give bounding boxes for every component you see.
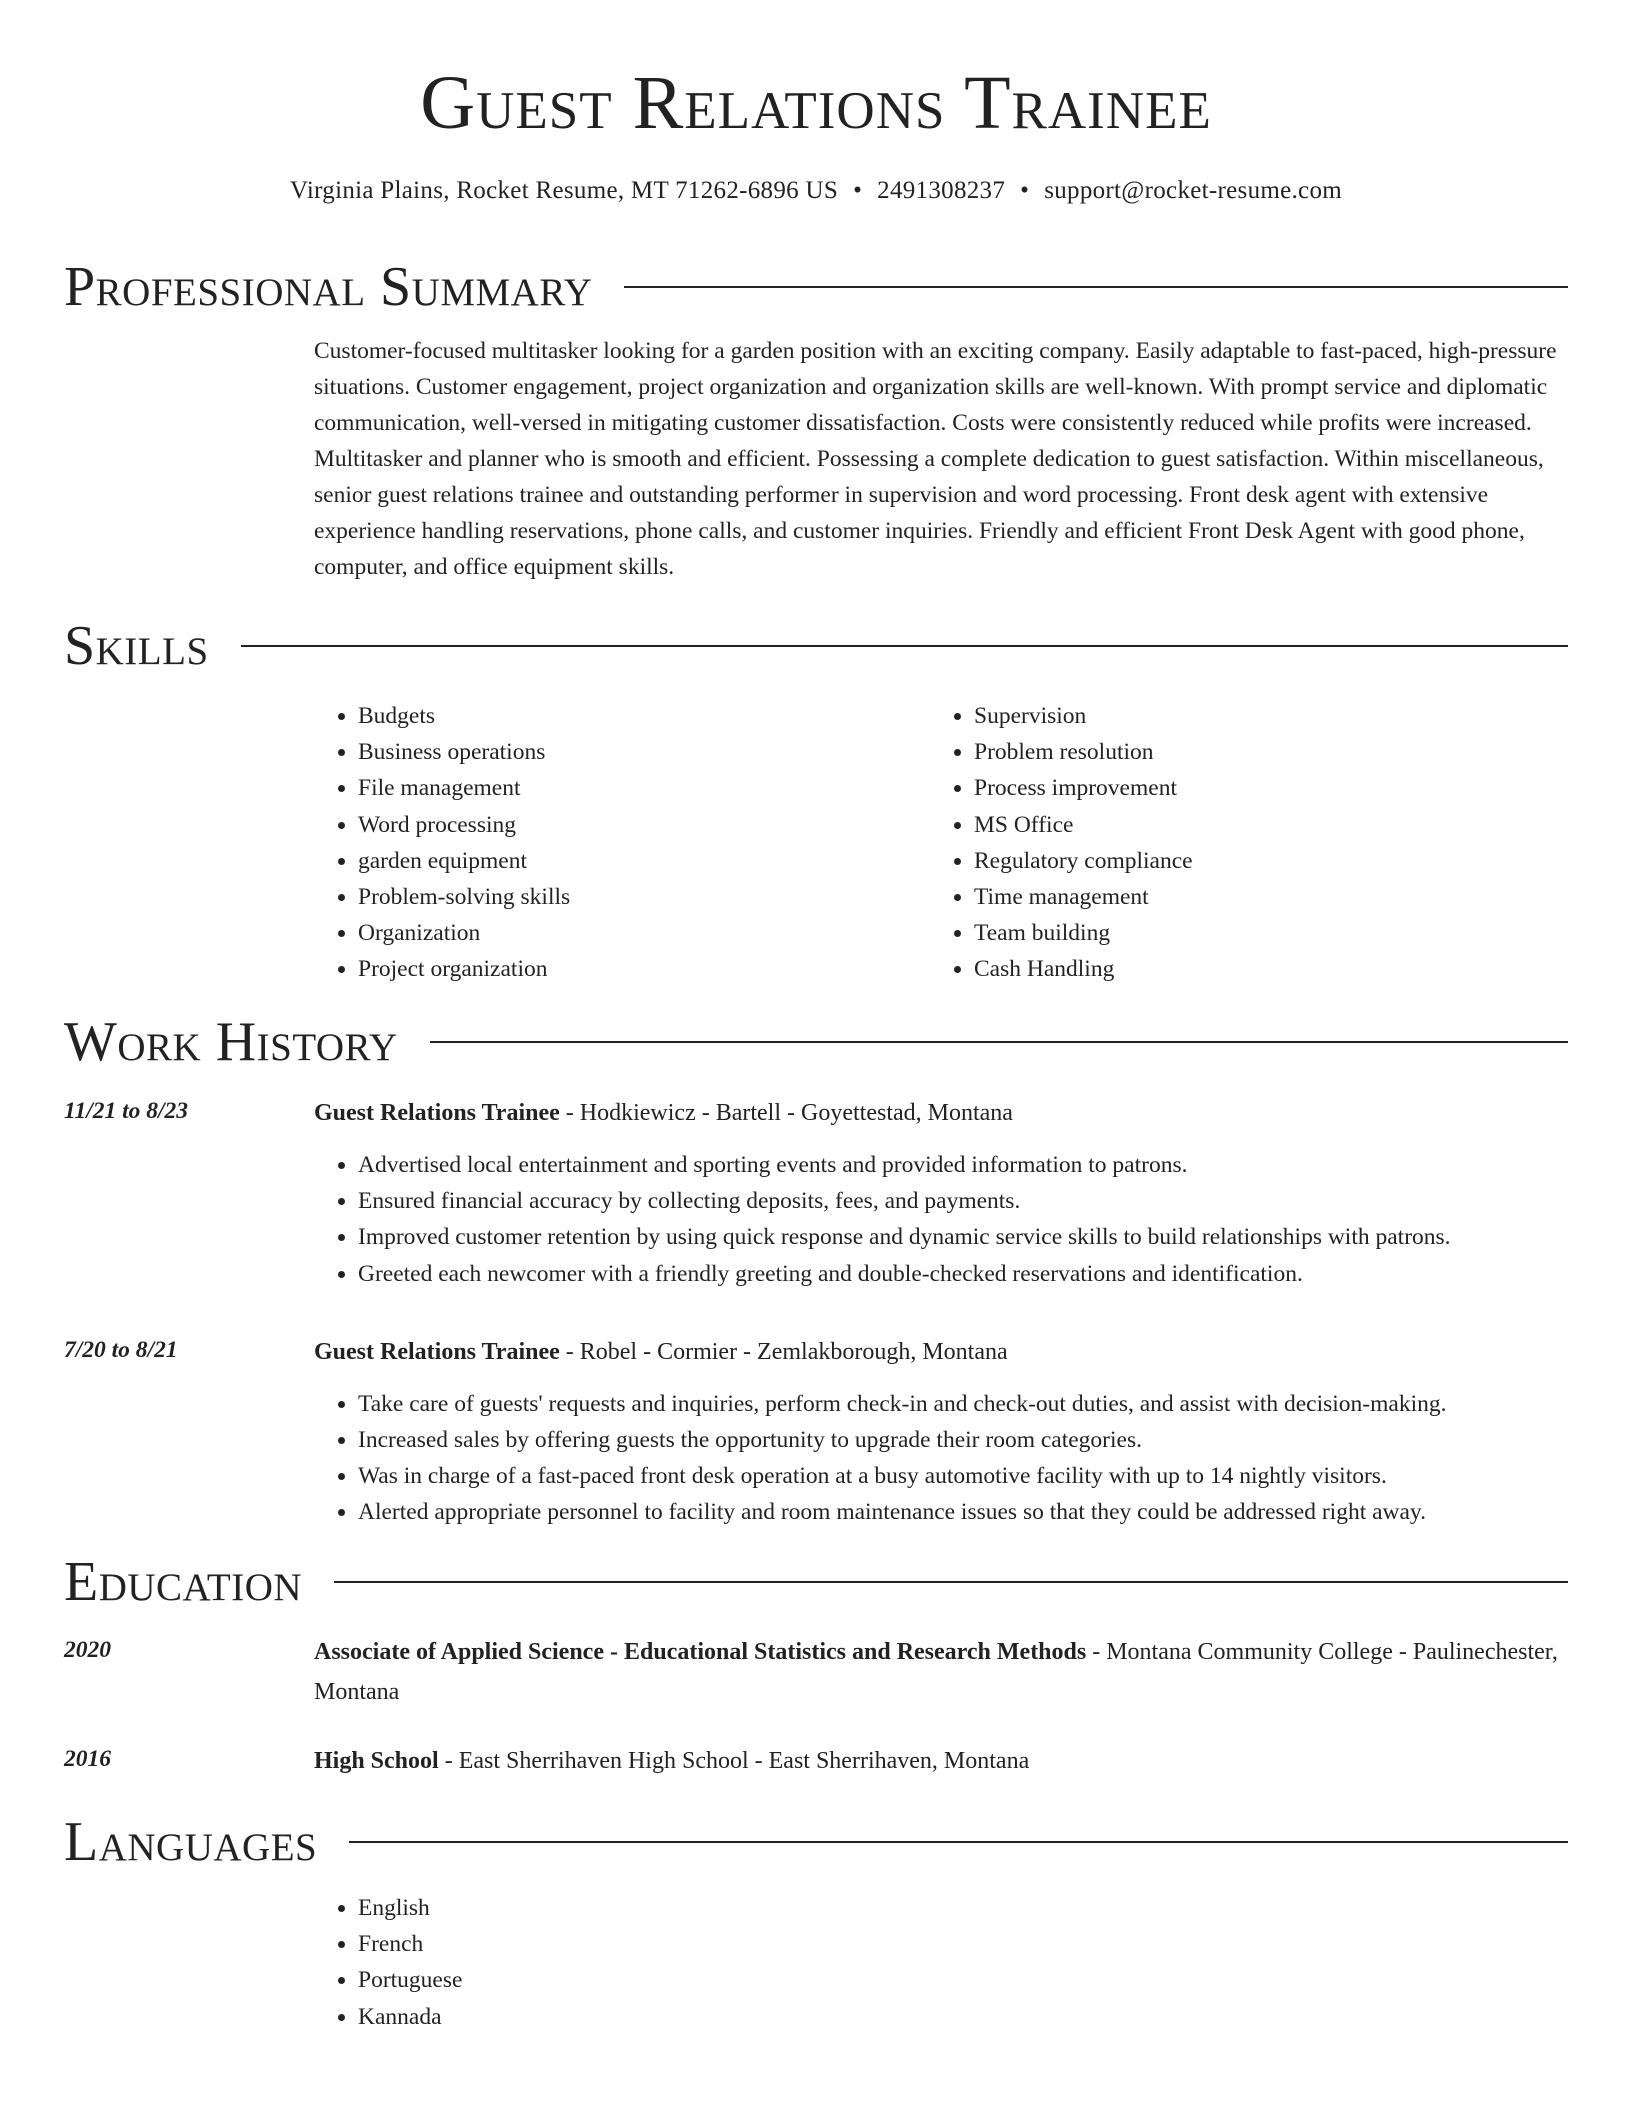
skill-item: • Business operations <box>358 734 930 770</box>
job-dates: 7/20 to 8/21 <box>64 1336 178 1363</box>
skill-item: • Supervision <box>974 698 1546 734</box>
section-title: Work History <box>64 1011 398 1073</box>
education-date: 2016 <box>64 1746 111 1772</box>
section-divider <box>430 1041 1568 1043</box>
education-school: - Montana Community College - Paulinechester, Montana <box>314 1639 1558 1705</box>
language-item: • English <box>358 1890 1568 1926</box>
skill-item: • Regulatory compliance <box>974 843 1546 879</box>
education-entry <box>64 1741 1568 1781</box>
job-employer: - Hodkiewicz - Bartell - Goyettestad, Montana <box>559 1100 1013 1126</box>
section-divider <box>241 645 1568 647</box>
contact-line <box>0 175 1632 207</box>
languages-section <box>64 1810 1568 2035</box>
language-item: • Kannada <box>358 1999 1568 2035</box>
section-divider <box>349 1841 1568 1843</box>
skill-item: • Team building <box>974 915 1546 951</box>
education-entry <box>64 1632 1568 1712</box>
job-bullet: • Greeted each newcomer with a friendly greeting and double-checked reservations and identification. <box>358 1256 1568 1292</box>
summary-header <box>64 255 1568 319</box>
skill-item: • garden equipment <box>358 843 930 879</box>
job-dates: 11/21 to 8/23 <box>64 1098 189 1124</box>
section-title: Education <box>64 1551 303 1613</box>
candidate-name: Guest Relations Trainee <box>420 61 1212 145</box>
job-bullet: • Alerted appropriate personnel to facility and room maintenance issues so that they could be addressed right away. <box>358 1494 1568 1530</box>
skills-column-right <box>930 698 1546 988</box>
languages-header <box>64 1810 1568 1874</box>
work-history-header <box>64 1010 1568 1074</box>
skill-item: • Project organization <box>358 951 930 987</box>
job-heading <box>314 1332 1568 1372</box>
language-item: • French <box>358 1926 1568 1962</box>
skill-item: • Budgets <box>358 698 930 734</box>
section-title: Languages <box>64 1811 318 1873</box>
job-title: Guest Relations Trainee <box>314 1338 560 1365</box>
skill-item: • MS Office <box>974 807 1546 843</box>
skill-item: • Problem resolution <box>974 734 1546 770</box>
skill-item: • Process improvement <box>974 770 1546 806</box>
job-bullet: • Was in charge of a fast-paced front desk operation at a busy automotive facility with up to 14 nightly visitors. <box>358 1458 1568 1494</box>
section-divider <box>624 286 1568 288</box>
job-entry <box>64 1332 1568 1531</box>
section-divider <box>334 1581 1568 1583</box>
education-date: 2020 <box>64 1637 111 1663</box>
job-bullet: • Advertised local entertainment and sporting events and provided information to patrons. <box>358 1147 1568 1183</box>
section-title: Skills <box>64 615 209 677</box>
job-bullet: • Improved customer retention by using quick response and dynamic service skills to build relationships with patrons. <box>358 1219 1568 1255</box>
skill-item: • Organization <box>358 915 930 951</box>
education-school: - East Sherrihaven High School - East Sherrihaven, Montana <box>438 1748 1030 1774</box>
job-bullet: • Ensured financial accuracy by collecting deposits, fees, and payments. <box>358 1183 1568 1219</box>
skill-item: • File management <box>358 770 930 806</box>
contact-email[interactable]: support@rocket-resume.com <box>1044 177 1342 204</box>
education-section <box>64 1550 1568 1781</box>
job-bullet: • Take care of guests' requests and inquiries, perform check-in and check-out duties, and assist with decision-making. <box>358 1386 1568 1422</box>
skills-column-left <box>314 698 930 988</box>
summary-section <box>64 255 1568 585</box>
contact-separator: • <box>1020 177 1030 204</box>
job-entry <box>64 1093 1568 1292</box>
skill-item: • Time management <box>974 879 1546 915</box>
education-heading <box>314 1741 1568 1781</box>
job-employer: - Robel - Cormier - Zemlakborough, Montana <box>559 1338 1008 1365</box>
contact-address: Virginia Plains, Rocket Resume, MT 71262-6896 US <box>290 177 839 204</box>
contact-separator: • <box>853 177 863 204</box>
education-heading <box>314 1632 1568 1712</box>
section-title: Professional Summary <box>64 256 593 318</box>
work-history-section <box>64 1010 1568 1531</box>
language-item: • Portuguese <box>358 1962 1568 1998</box>
skill-item: • Word processing <box>358 807 930 843</box>
job-title: Guest Relations Trainee <box>314 1100 560 1126</box>
job-bullet: • Increased sales by offering guests the opportunity to upgrade their room categories. <box>358 1422 1568 1458</box>
education-degree: Associate of Applied Science - Educational Statistics and Research Methods <box>314 1639 1087 1665</box>
education-header <box>64 1550 1568 1614</box>
summary-text: Customer-focused multitasker looking for a garden position with an exciting company. Easily adaptable to fast-paced, high-pressure situations. Customer engagement, project organization and organization skills are well-known. With prompt service and diplomatic communication, well-versed in mitigating customer dissatisfaction. Costs were consistently reduced while profits were increased. Multitasker and planner who is smooth and efficient. Possessing a complete dedication to guest satisfaction. Within miscellaneous, senior guest relations trainee and outstanding performer in supervision and word processing. Front desk agent with extensive experience handling reservations, phone calls, and customer inquiries. Friendly and efficient Front Desk Agent with good phone, computer, and office equipment skills. <box>314 338 1557 580</box>
skill-item: • Cash Handling <box>974 951 1546 987</box>
job-heading <box>314 1093 1568 1133</box>
skill-item: • Problem-solving skills <box>358 879 930 915</box>
skills-header <box>64 614 1568 678</box>
education-degree: High School <box>314 1748 439 1774</box>
contact-phone: 2491308237 <box>877 177 1006 204</box>
skills-section <box>64 614 1568 988</box>
